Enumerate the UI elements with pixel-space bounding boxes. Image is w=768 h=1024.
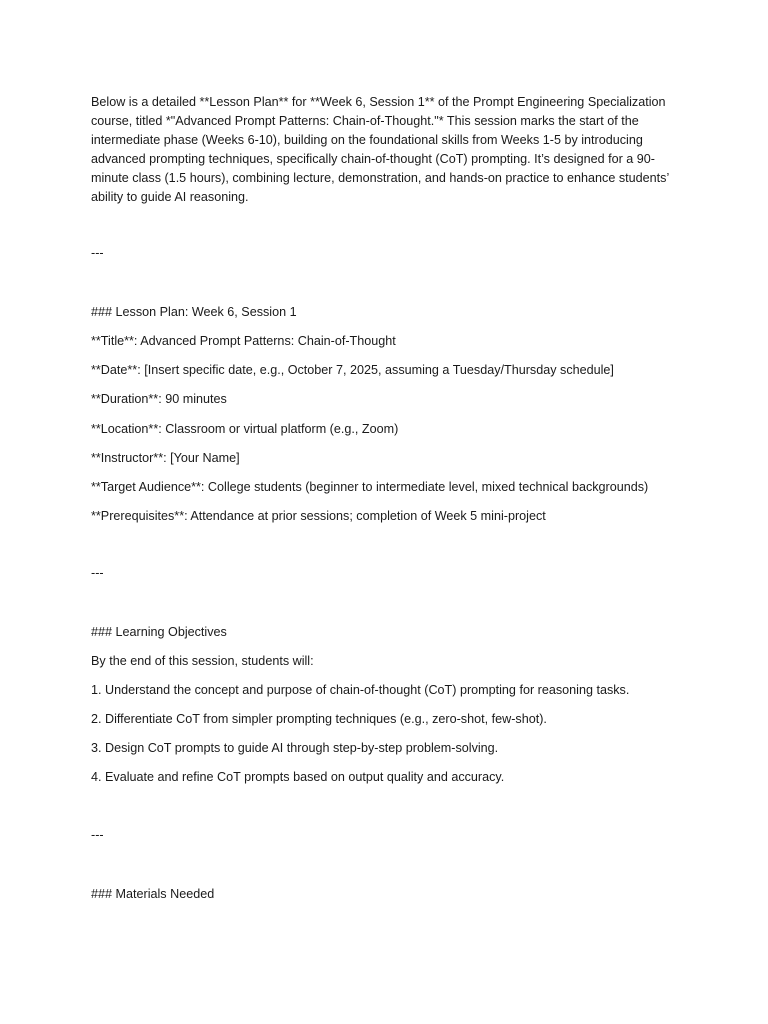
objective-item: 2. Differentiate CoT from simpler prompting techniques (e.g., zero-shot, few-shot). bbox=[91, 712, 547, 726]
objective-item: 1. Understand the concept and purpose of chain-of-thought (CoT) prompting for reasoning tasks. bbox=[91, 683, 630, 697]
lesson-audience-field: **Target Audience**: College students (beginner to intermediate level, mixed technical backgrounds) bbox=[91, 480, 649, 494]
lesson-location-field: **Location**: Classroom or virtual platform (e.g., Zoom) bbox=[91, 422, 399, 436]
lesson-instructor-field: **Instructor**: [Your Name] bbox=[91, 451, 240, 465]
materials-heading: ### Materials Needed bbox=[91, 887, 215, 901]
objective-item: 4. Evaluate and refine CoT prompts based on output quality and accuracy. bbox=[91, 770, 505, 784]
objective-item: 3. Design CoT prompts to guide AI through step-by-step problem-solving. bbox=[91, 741, 499, 755]
separator-3: --- bbox=[91, 828, 104, 842]
lesson-plan-heading: ### Lesson Plan: Week 6, Session 1 bbox=[91, 305, 297, 319]
objectives-intro: By the end of this session, students will: bbox=[91, 654, 314, 668]
lesson-prerequisites-field: **Prerequisites**: Attendance at prior sessions; completion of Week 5 mini-project bbox=[91, 509, 546, 523]
lesson-title-field: **Title**: Advanced Prompt Patterns: Chain-of-Thought bbox=[91, 334, 396, 348]
intro-paragraph: Below is a detailed **Lesson Plan** for **Week 6, Session 1** of the Prompt Engineering Specialization course, titled *"Advanced Prompt Patterns: Chain-of-Thought."* This session marks the start of the intermediate phase (Weeks 6-10), building on the foundational skills from Weeks 1-5 by introducing advanced prompting techniques, specifically chain-of-thought (CoT) prompting. It’s designed for a 90-minute class (1.5 hours), combining lecture, demonstration, and hands-on practice to enhance students’ ability to guide AI reasoning. bbox=[91, 95, 669, 204]
lesson-date-field: **Date**: [Insert specific date, e.g., October 7, 2025, assuming a Tuesday/Thursday schedule] bbox=[91, 363, 614, 377]
lesson-duration-field: **Duration**: 90 minutes bbox=[91, 392, 227, 406]
separator-1: --- bbox=[91, 246, 104, 260]
objectives-heading: ### Learning Objectives bbox=[91, 625, 227, 639]
separator-2: --- bbox=[91, 566, 104, 580]
